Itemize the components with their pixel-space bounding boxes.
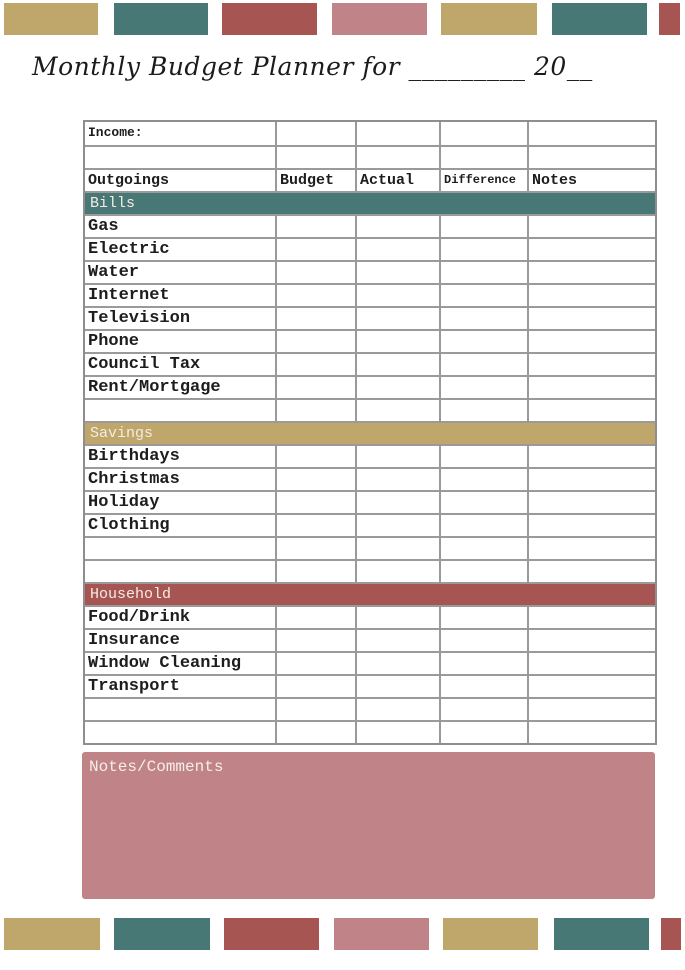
section-header-savings: Savings: [85, 421, 655, 444]
difference-cell[interactable]: [439, 607, 527, 628]
notes-cell[interactable]: [527, 607, 655, 628]
difference-cell[interactable]: [439, 515, 527, 536]
actual-cell[interactable]: [355, 262, 439, 283]
budget-cell[interactable]: [275, 285, 355, 306]
row-label[interactable]: [85, 400, 275, 421]
budget-cell[interactable]: [275, 722, 355, 743]
income-budget-cell[interactable]: [275, 122, 355, 145]
budget-cell[interactable]: [275, 561, 355, 582]
actual-cell[interactable]: [355, 285, 439, 306]
budget-cell[interactable]: [275, 515, 355, 536]
budget-cell[interactable]: [275, 653, 355, 674]
column-header-notes: Notes: [527, 170, 655, 191]
actual-cell[interactable]: [355, 469, 439, 490]
notes-cell[interactable]: [527, 676, 655, 697]
income-blank-difference-cell[interactable]: [439, 147, 527, 168]
color-bar: [222, 3, 317, 35]
table-row: [85, 260, 655, 283]
row-label: Insurance: [88, 631, 180, 650]
actual-cell[interactable]: [355, 216, 439, 237]
income-label: Income:: [88, 125, 143, 140]
difference-cell[interactable]: [439, 722, 527, 743]
budget-cell[interactable]: [275, 377, 355, 398]
actual-cell[interactable]: [355, 607, 439, 628]
row-label: Gas: [88, 217, 119, 236]
row-label: Transport: [88, 677, 180, 696]
table-row: [85, 398, 655, 421]
difference-cell[interactable]: [439, 676, 527, 697]
budget-cell[interactable]: [275, 469, 355, 490]
actual-cell[interactable]: [355, 308, 439, 329]
budget-cell[interactable]: [275, 331, 355, 352]
income-blank-actual-cell[interactable]: [355, 147, 439, 168]
income-difference-cell[interactable]: [439, 122, 527, 145]
color-bar: [224, 918, 319, 950]
color-bar: [114, 3, 208, 35]
row-label: Phone: [88, 332, 140, 351]
difference-cell[interactable]: [439, 561, 527, 582]
actual-cell[interactable]: [355, 538, 439, 559]
actual-cell[interactable]: [355, 446, 439, 467]
row-label[interactable]: [85, 699, 275, 720]
notes-cell[interactable]: [527, 469, 655, 490]
column-header-outgoings: Outgoings: [88, 172, 170, 189]
table-row: [85, 651, 655, 674]
sections-container: [85, 191, 655, 743]
notes-comments-box[interactable]: [82, 752, 655, 899]
budget-cell[interactable]: [275, 538, 355, 559]
budget-cell[interactable]: [275, 492, 355, 513]
actual-cell[interactable]: [355, 630, 439, 651]
column-header-difference: Difference: [439, 170, 527, 191]
income-blank-row: [85, 145, 655, 168]
difference-cell[interactable]: [439, 285, 527, 306]
color-bar: [441, 3, 537, 35]
actual-cell[interactable]: [355, 239, 439, 260]
notes-cell[interactable]: [527, 262, 655, 283]
actual-cell[interactable]: [355, 492, 439, 513]
color-bar: [4, 3, 98, 35]
table-row: [85, 375, 655, 398]
notes-cell[interactable]: [527, 722, 655, 743]
color-bar: [334, 918, 429, 950]
difference-cell[interactable]: [439, 469, 527, 490]
section-header-bills: Bills: [85, 191, 655, 214]
notes-cell[interactable]: [527, 561, 655, 582]
budget-cell[interactable]: [275, 262, 355, 283]
row-label: Council Tax: [88, 355, 201, 374]
actual-cell[interactable]: [355, 676, 439, 697]
color-bar: [661, 918, 681, 950]
color-bar: [552, 3, 647, 35]
row-label[interactable]: [85, 561, 275, 582]
table-row: [85, 513, 655, 536]
difference-cell[interactable]: [439, 331, 527, 352]
actual-cell[interactable]: [355, 400, 439, 421]
row-label[interactable]: [85, 722, 275, 743]
budget-cell[interactable]: [275, 216, 355, 237]
budget-cell[interactable]: [275, 607, 355, 628]
table-row: [85, 490, 655, 513]
budget-cell[interactable]: [275, 446, 355, 467]
table-row: [85, 628, 655, 651]
budget-cell[interactable]: [275, 630, 355, 651]
notes-cell[interactable]: [527, 538, 655, 559]
table-row: [85, 720, 655, 743]
column-header-budget: Budget: [275, 170, 355, 191]
budget-cell[interactable]: [275, 400, 355, 421]
notes-cell[interactable]: [527, 285, 655, 306]
table-row: [85, 559, 655, 582]
color-bar: [554, 918, 649, 950]
budget-cell[interactable]: [275, 699, 355, 720]
color-bar: [4, 918, 100, 950]
actual-cell[interactable]: [355, 331, 439, 352]
income-blank-label-cell[interactable]: [85, 147, 275, 168]
income-row: [85, 122, 655, 145]
notes-comments-label: Notes/Comments: [89, 758, 224, 776]
notes-cell[interactable]: [527, 239, 655, 260]
notes-cell[interactable]: [527, 699, 655, 720]
table-row: [85, 214, 655, 237]
actual-cell[interactable]: [355, 653, 439, 674]
budget-cell[interactable]: [275, 354, 355, 375]
actual-cell[interactable]: [355, 377, 439, 398]
difference-cell[interactable]: [439, 446, 527, 467]
actual-cell[interactable]: [355, 699, 439, 720]
difference-cell[interactable]: [439, 630, 527, 651]
difference-cell[interactable]: [439, 653, 527, 674]
notes-cell[interactable]: [527, 308, 655, 329]
notes-cell[interactable]: [527, 515, 655, 536]
table-row: [85, 237, 655, 260]
table-row: [85, 674, 655, 697]
table-row: [85, 283, 655, 306]
notes-cell[interactable]: [527, 653, 655, 674]
row-label: Electric: [88, 240, 170, 259]
color-bar: [659, 3, 680, 35]
difference-cell[interactable]: [439, 492, 527, 513]
page-title: Monthly Budget Planner for _________ 20__: [32, 52, 593, 81]
table-row: [85, 467, 655, 490]
table-row: [85, 605, 655, 628]
income-blank-notes-cell[interactable]: [527, 147, 655, 168]
notes-cell[interactable]: [527, 377, 655, 398]
difference-cell[interactable]: [439, 262, 527, 283]
income-blank-budget-cell[interactable]: [275, 147, 355, 168]
budget-cell[interactable]: [275, 239, 355, 260]
actual-cell[interactable]: [355, 561, 439, 582]
notes-cell[interactable]: [527, 446, 655, 467]
difference-cell[interactable]: [439, 239, 527, 260]
notes-cell[interactable]: [527, 400, 655, 421]
table-row: [85, 329, 655, 352]
notes-cell[interactable]: [527, 492, 655, 513]
notes-cell[interactable]: [527, 331, 655, 352]
income-actual-cell[interactable]: [355, 122, 439, 145]
budget-table: [83, 120, 657, 745]
notes-cell[interactable]: [527, 630, 655, 651]
difference-cell[interactable]: [439, 216, 527, 237]
row-label: Television: [88, 309, 191, 328]
row-label: Food/Drink: [88, 608, 191, 627]
row-label[interactable]: [85, 538, 275, 559]
column-header-row: [85, 168, 655, 191]
row-label: Water: [88, 263, 140, 282]
table-row: [85, 444, 655, 467]
row-label: Christmas: [88, 470, 180, 489]
notes-cell[interactable]: [527, 216, 655, 237]
notes-cell[interactable]: [527, 354, 655, 375]
column-header-actual: Actual: [355, 170, 439, 191]
row-label: Rent/Mortgage: [88, 378, 221, 397]
difference-cell[interactable]: [439, 538, 527, 559]
row-label: Internet: [88, 286, 170, 305]
color-bar: [114, 918, 210, 950]
section-header-household: Household: [85, 582, 655, 605]
actual-cell[interactable]: [355, 515, 439, 536]
color-bar: [332, 3, 427, 35]
difference-cell[interactable]: [439, 308, 527, 329]
row-label: Window Cleaning: [88, 654, 242, 673]
difference-cell[interactable]: [439, 354, 527, 375]
income-notes-cell[interactable]: [527, 122, 655, 145]
row-label: Clothing: [88, 516, 170, 535]
color-bar: [443, 918, 538, 950]
table-row: [85, 697, 655, 720]
table-row: [85, 306, 655, 329]
difference-cell[interactable]: [439, 400, 527, 421]
table-row: [85, 536, 655, 559]
actual-cell[interactable]: [355, 722, 439, 743]
row-label: Holiday: [88, 493, 160, 512]
budget-cell[interactable]: [275, 308, 355, 329]
actual-cell[interactable]: [355, 354, 439, 375]
difference-cell[interactable]: [439, 377, 527, 398]
table-row: [85, 352, 655, 375]
difference-cell[interactable]: [439, 699, 527, 720]
budget-cell[interactable]: [275, 676, 355, 697]
row-label: Birthdays: [88, 447, 180, 466]
